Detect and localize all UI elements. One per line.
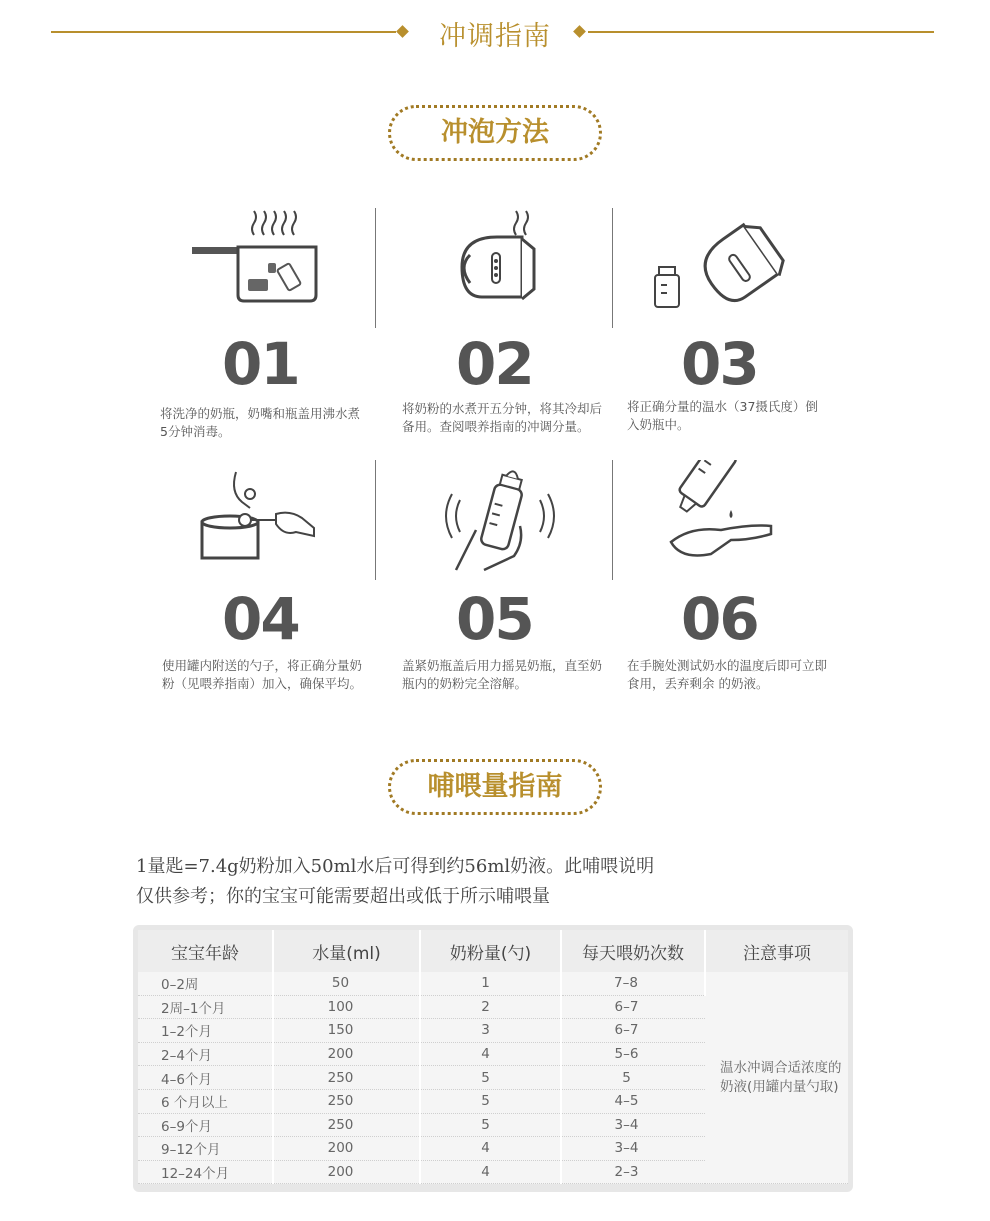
cell-age: 2–4个月 — [138, 1042, 273, 1066]
header-water: 水量(ml) — [273, 930, 420, 972]
cell-feeds: 7–8 — [561, 972, 705, 995]
step-description: 将洗净的奶瓶，奶嘴和瓶盖用沸水煮5分钟消毒。 — [160, 406, 361, 439]
header-rule-right — [588, 31, 934, 33]
header-notes: 注意事项 — [705, 930, 848, 972]
cell-feeds: 3–4 — [561, 1113, 705, 1137]
feeding-table — [138, 930, 848, 1184]
cell-powder: 5 — [420, 1113, 561, 1137]
cell-age: 6–9个月 — [138, 1113, 273, 1137]
step-description: 将正确分量的温水（37摄氏度）倒入奶瓶中。 — [627, 399, 818, 432]
cell-age: 1–2个月 — [138, 1019, 273, 1043]
page-title: 冲调指南 — [439, 21, 551, 52]
cell-water: 50 — [273, 972, 420, 995]
pot-sterilize-icon — [150, 205, 380, 325]
step-number: 04 — [222, 585, 299, 653]
scoop-powder-icon — [150, 460, 380, 580]
cell-note: 温水冲调合适浓度的奶液(用罐内量勺取) — [705, 972, 848, 1184]
cell-water: 200 — [273, 1042, 420, 1066]
cell-feeds: 6–7 — [561, 995, 705, 1019]
wrist-test-icon — [635, 460, 865, 580]
steps-panel — [130, 170, 852, 725]
cell-age: 6 个月以上 — [138, 1089, 273, 1113]
cell-water: 250 — [273, 1113, 420, 1137]
cell-water: 150 — [273, 1019, 420, 1043]
section-title-feeding: 哺喂量指南 — [388, 759, 602, 815]
step-number: 06 — [681, 585, 758, 653]
header-age: 宝宝年龄 — [138, 930, 273, 972]
table-header-row — [138, 930, 848, 972]
step-description: 盖紧奶瓶盖后用力摇晃奶瓶，直至奶瓶内的奶粉完全溶解。 — [402, 658, 603, 691]
cell-powder: 4 — [420, 1160, 561, 1184]
cell-feeds: 2–3 — [561, 1160, 705, 1184]
cell-powder: 1 — [420, 972, 561, 995]
kettle-icon — [392, 205, 622, 325]
cell-feeds: 5–6 — [561, 1042, 705, 1066]
header-powder: 奶粉量(勺) — [420, 930, 561, 972]
cell-age: 12–24个月 — [138, 1160, 273, 1184]
cell-feeds: 6–7 — [561, 1019, 705, 1043]
cell-water: 100 — [273, 995, 420, 1019]
step-description: 使用罐内附送的勺子，将正确分量奶粉（见喂养指南）加入，确保平均。 — [162, 658, 363, 691]
step-description: 在手腕处测试奶水的温度后即可立即食用，丢弃剩余 的奶液。 — [627, 658, 828, 691]
cell-age: 9–12个月 — [138, 1137, 273, 1161]
intro-line: 1量匙=7.4g奶粉加入50ml水后可得到约56ml奶液。此哺喂说明 — [136, 856, 655, 877]
cell-powder: 4 — [420, 1137, 561, 1161]
cell-water: 250 — [273, 1066, 420, 1090]
table-row — [138, 972, 848, 995]
cell-powder: 5 — [420, 1089, 561, 1113]
shake-bottle-icon — [392, 460, 622, 580]
cell-powder: 3 — [420, 1019, 561, 1043]
step-description: 将奶粉的水煮开五分钟，将其冷却后备用。查阅喂养指南的冲调分量。 — [402, 401, 603, 434]
step-number: 03 — [681, 330, 758, 398]
cell-feeds: 4–5 — [561, 1089, 705, 1113]
header-rule-left — [51, 31, 396, 33]
section-title-brewing: 冲泡方法 — [388, 105, 602, 161]
cell-powder: 2 — [420, 995, 561, 1019]
header-diamond-left — [396, 25, 409, 38]
cell-age: 0–2周 — [138, 972, 273, 995]
step-number: 05 — [456, 585, 533, 653]
step-number: 01 — [222, 330, 299, 398]
step-number: 02 — [456, 330, 533, 398]
cell-feeds: 3–4 — [561, 1137, 705, 1161]
cell-water: 200 — [273, 1137, 420, 1161]
kettle-pour-icon — [635, 205, 865, 325]
header-diamond-right — [573, 25, 586, 38]
intro-line: 仅供参考；你的宝宝可能需要超出或低于所示哺喂量 — [136, 886, 550, 907]
cell-age: 2周–1个月 — [138, 995, 273, 1019]
cell-water: 200 — [273, 1160, 420, 1184]
feeding-intro — [136, 852, 736, 912]
cell-water: 250 — [273, 1089, 420, 1113]
header-feeds-per-day: 每天喂奶次数 — [561, 930, 705, 972]
cell-age: 4–6个月 — [138, 1066, 273, 1090]
cell-feeds: 5 — [561, 1066, 705, 1090]
cell-powder: 4 — [420, 1042, 561, 1066]
cell-powder: 5 — [420, 1066, 561, 1090]
feeding-table-container — [133, 925, 853, 1192]
